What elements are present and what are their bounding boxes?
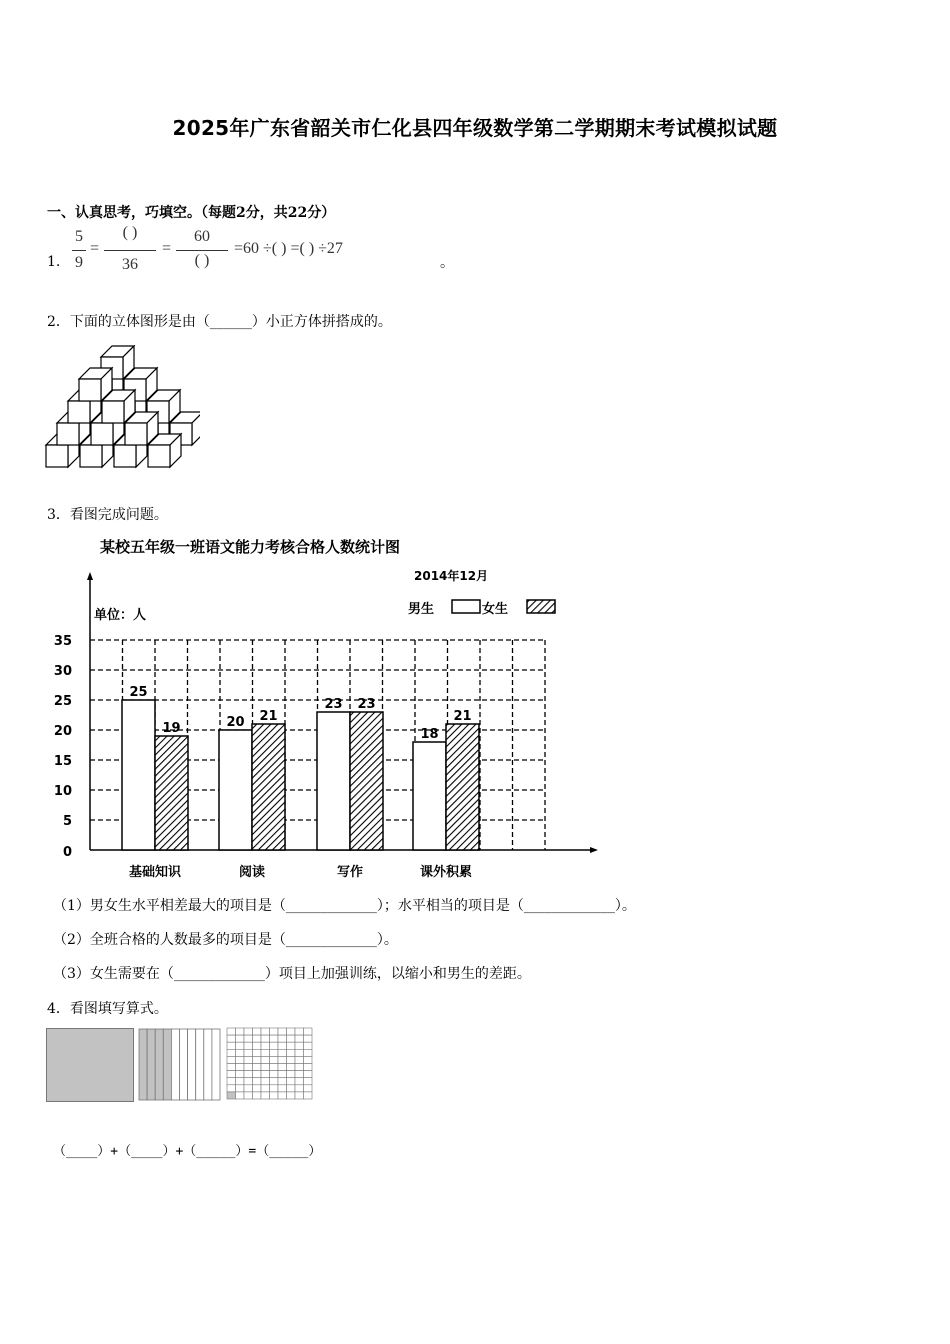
tenth-strip bbox=[180, 1029, 188, 1100]
hundredth-cell bbox=[270, 1056, 279, 1063]
hundredth-cell bbox=[304, 1035, 313, 1042]
fraction-bar bbox=[176, 250, 228, 251]
hundredth-cell bbox=[236, 1035, 245, 1042]
hundredth-cell bbox=[278, 1092, 287, 1099]
hundredth-cell bbox=[287, 1028, 296, 1035]
hundredth-cell bbox=[244, 1085, 253, 1092]
equals-sign: = bbox=[162, 240, 172, 257]
x-category-label: 写作 bbox=[336, 865, 364, 880]
hundredth-cell bbox=[261, 1042, 270, 1049]
hundredth-cell bbox=[236, 1071, 245, 1078]
y-tick-label: 15 bbox=[53, 754, 72, 769]
hundredth-cell bbox=[261, 1064, 270, 1071]
legend-label-boys: 男生 bbox=[408, 602, 435, 617]
hundredth-cell bbox=[261, 1071, 270, 1078]
tenth-strip bbox=[204, 1029, 212, 1100]
hundredth-cell bbox=[287, 1035, 296, 1042]
bar-boys bbox=[219, 730, 252, 850]
equals-sign: = bbox=[90, 240, 100, 257]
hundredth-cell bbox=[287, 1064, 296, 1071]
hundredth-cell bbox=[278, 1071, 287, 1078]
hundredth-cell bbox=[261, 1092, 270, 1099]
hundredth-cell bbox=[236, 1064, 245, 1071]
hundredth-cell bbox=[227, 1085, 236, 1092]
hundredth-cell bbox=[278, 1049, 287, 1056]
hundredth-cell bbox=[295, 1085, 304, 1092]
hundredth-cell bbox=[236, 1042, 245, 1049]
tenth-strip bbox=[163, 1029, 171, 1100]
hundredth-cell bbox=[295, 1064, 304, 1071]
hundredth-cell bbox=[253, 1092, 262, 1099]
hundredth-cell bbox=[253, 1064, 262, 1071]
hundredth-cell bbox=[227, 1035, 236, 1042]
hundredth-cell bbox=[244, 1035, 253, 1042]
bar-value-label: 20 bbox=[226, 715, 245, 730]
x-category-label: 基础知识 bbox=[128, 865, 182, 880]
section-heading: 一、认真思考，巧填空。（每题2分，共22分） bbox=[47, 205, 336, 221]
legend-swatch-girls bbox=[527, 600, 555, 613]
hundredth-cell bbox=[253, 1078, 262, 1085]
hundredth-cell bbox=[236, 1085, 245, 1092]
hundredth-cell bbox=[295, 1078, 304, 1085]
y-axis-arrow bbox=[87, 572, 93, 580]
hundredth-cell bbox=[227, 1078, 236, 1085]
fraction-1-numerator: 5 bbox=[75, 228, 83, 245]
hundredth-cell bbox=[295, 1028, 304, 1035]
question-3-part-2: （2）全班合格的人数最多的项目是（_____________）。 bbox=[53, 932, 398, 948]
hundredth-cell bbox=[304, 1092, 313, 1099]
y-tick-label: 20 bbox=[53, 724, 72, 739]
hundredth-cell bbox=[278, 1085, 287, 1092]
x-category-label: 课外积累 bbox=[419, 865, 473, 880]
hundredth-cell bbox=[270, 1071, 279, 1078]
hundredth-cell bbox=[236, 1078, 245, 1085]
hundredth-cell bbox=[227, 1056, 236, 1063]
hundredth-cell bbox=[270, 1078, 279, 1085]
hundredth-cell bbox=[261, 1049, 270, 1056]
hundredth-cell bbox=[287, 1042, 296, 1049]
full-unit-square bbox=[46, 1028, 134, 1102]
hundredth-cell bbox=[227, 1071, 236, 1078]
legend-swatch-boys bbox=[452, 600, 480, 613]
hundredth-cell bbox=[227, 1092, 236, 1099]
hundredth-cell bbox=[270, 1064, 279, 1071]
hundredth-cell bbox=[236, 1092, 245, 1099]
cube-front-face bbox=[79, 379, 101, 401]
hundredth-cell bbox=[253, 1028, 262, 1035]
hundredth-cell bbox=[304, 1028, 313, 1035]
hundredth-cell bbox=[304, 1071, 313, 1078]
tenth-strip bbox=[139, 1029, 147, 1100]
bar-chart bbox=[40, 530, 620, 886]
hundredth-cell bbox=[270, 1049, 279, 1056]
question-3-part-1: （1）男女生水平相差最大的项目是（_____________）；水平相当的项目是（_____________）。 bbox=[53, 898, 636, 914]
hundredth-cell bbox=[236, 1049, 245, 1056]
hundredth-cell bbox=[244, 1078, 253, 1085]
hundredth-cell bbox=[287, 1049, 296, 1056]
bar-girls bbox=[155, 736, 188, 850]
legend bbox=[408, 600, 555, 617]
y-tick-label: 0 bbox=[62, 845, 72, 860]
hundredth-cell bbox=[278, 1056, 287, 1063]
hundredth-cell bbox=[287, 1085, 296, 1092]
bar-value-label: 23 bbox=[324, 697, 343, 712]
fraction-2-numerator[interactable]: ( ) bbox=[122, 224, 138, 241]
hundredth-cell bbox=[304, 1078, 313, 1085]
hundredth-cell bbox=[295, 1049, 304, 1056]
hundredth-cell bbox=[287, 1092, 296, 1099]
chart-subtitle: 2014年12月 bbox=[414, 569, 489, 583]
hundredth-cell bbox=[253, 1056, 262, 1063]
hundredth-cell bbox=[261, 1028, 270, 1035]
fill-in-formula[interactable]: （____）+（____）+（_____）=（_____） bbox=[53, 1144, 322, 1159]
hundredth-cell bbox=[304, 1064, 313, 1071]
y-tick-label: 25 bbox=[53, 694, 72, 709]
hundredth-cell bbox=[227, 1049, 236, 1056]
y-tick-label: 5 bbox=[62, 814, 72, 829]
bar-boys bbox=[413, 742, 446, 850]
fraction-bar bbox=[72, 250, 86, 251]
question-2: 2．下面的立体图形是由（______）小正方体拼搭成的。 bbox=[47, 314, 392, 330]
x-axis-arrow bbox=[590, 847, 598, 853]
page-title: 2025年广东省韶关市仁化县四年级数学第二学期期末考试模拟试题 bbox=[172, 116, 778, 140]
bar-value-label: 19 bbox=[162, 721, 181, 736]
hundredth-cell bbox=[270, 1028, 279, 1035]
hundredth-cell bbox=[278, 1035, 287, 1042]
fraction-2-denominator: 36 bbox=[122, 256, 138, 273]
hundredth-cell bbox=[295, 1092, 304, 1099]
tenth-strip bbox=[147, 1029, 155, 1100]
hundredths-grid-figure bbox=[226, 1027, 314, 1101]
fraction-bar bbox=[104, 250, 156, 251]
hundredth-cell bbox=[278, 1042, 287, 1049]
hundredth-cell bbox=[295, 1035, 304, 1042]
question-number: 1. bbox=[47, 254, 61, 270]
hundredth-cell bbox=[287, 1078, 296, 1085]
hundredth-cell bbox=[253, 1035, 262, 1042]
hundredth-cell bbox=[304, 1085, 313, 1092]
hundredth-cell bbox=[244, 1064, 253, 1071]
hundredth-cell bbox=[244, 1056, 253, 1063]
hundredth-cell bbox=[278, 1064, 287, 1071]
cube-front-face bbox=[102, 401, 124, 423]
question-3-part-3: （3）女生需要在（_____________）项目上加强训练，以缩小和男生的差距。 bbox=[53, 966, 531, 982]
fraction-3-numerator: 60 bbox=[194, 228, 210, 245]
hundredth-cell bbox=[278, 1028, 287, 1035]
hundredth-cell bbox=[227, 1064, 236, 1071]
question-3: 3．看图完成问题。 bbox=[47, 507, 168, 523]
tenths-strips-figure bbox=[138, 1028, 222, 1102]
sentence-end: 。 bbox=[440, 255, 454, 271]
hundredth-cell bbox=[261, 1085, 270, 1092]
cube-front-face bbox=[148, 445, 170, 467]
tenth-strip bbox=[188, 1029, 196, 1100]
tenth-strip bbox=[212, 1029, 220, 1100]
cube-stack-figure bbox=[40, 345, 200, 475]
chart-title: 某校五年级一班语文能力考核合格人数统计图 bbox=[100, 538, 401, 556]
hundredth-cell bbox=[244, 1092, 253, 1099]
hundredth-cell bbox=[236, 1028, 245, 1035]
bar-value-label: 21 bbox=[453, 709, 472, 724]
hundredth-cell bbox=[253, 1049, 262, 1056]
tenth-strip bbox=[155, 1029, 163, 1100]
hundredth-cell bbox=[261, 1078, 270, 1085]
hundredth-cell bbox=[278, 1078, 287, 1085]
hundredth-cell bbox=[287, 1056, 296, 1063]
y-tick-label: 35 bbox=[53, 634, 72, 649]
hundredth-cell bbox=[304, 1042, 313, 1049]
y-tick-label: 10 bbox=[53, 784, 72, 799]
hundredth-cell bbox=[244, 1028, 253, 1035]
bar-boys bbox=[122, 700, 155, 850]
hundredth-cell bbox=[304, 1056, 313, 1063]
bar-girls bbox=[350, 712, 383, 850]
hundredth-cell bbox=[295, 1056, 304, 1063]
division-expression: =60 ÷( ) =( ) ÷27 bbox=[234, 240, 343, 257]
unit-label: 单位：人 bbox=[94, 608, 147, 623]
hundredth-cell bbox=[236, 1056, 245, 1063]
cube-front-face bbox=[114, 445, 136, 467]
hundredth-cell bbox=[227, 1042, 236, 1049]
cube-front-face bbox=[125, 423, 147, 445]
hundredth-cell bbox=[295, 1042, 304, 1049]
bar-girls bbox=[252, 724, 285, 850]
hundredth-cell bbox=[295, 1071, 304, 1078]
hundredth-cell bbox=[261, 1035, 270, 1042]
hundredth-cell bbox=[253, 1042, 262, 1049]
cube-front-face bbox=[57, 423, 79, 445]
hundredth-cell bbox=[227, 1028, 236, 1035]
hundredth-cell bbox=[244, 1049, 253, 1056]
hundredth-cell bbox=[287, 1071, 296, 1078]
cube-front-face bbox=[68, 401, 90, 423]
hundredth-cell bbox=[261, 1056, 270, 1063]
cube-front-face bbox=[80, 445, 102, 467]
bar-boys bbox=[317, 712, 350, 850]
y-tick-label: 30 bbox=[53, 664, 72, 679]
cube-front-face bbox=[46, 445, 68, 467]
fraction-3-denominator[interactable]: ( ) bbox=[194, 252, 210, 269]
bar-girls bbox=[446, 724, 479, 850]
hundredth-cell bbox=[270, 1092, 279, 1099]
hundredth-cell bbox=[270, 1085, 279, 1092]
fraction-1-denominator: 9 bbox=[75, 254, 83, 271]
hundredth-cell bbox=[253, 1071, 262, 1078]
bar-value-label: 21 bbox=[259, 709, 278, 724]
cube-front-face bbox=[91, 423, 113, 445]
bar-value-label: 18 bbox=[420, 727, 439, 742]
hundredth-cell bbox=[304, 1049, 313, 1056]
x-category-label: 阅读 bbox=[238, 865, 266, 880]
tenth-strip bbox=[171, 1029, 179, 1100]
hundredth-cell bbox=[270, 1035, 279, 1042]
tenth-strip bbox=[196, 1029, 204, 1100]
bar-value-label: 25 bbox=[129, 685, 148, 700]
question-4: 4．看图填写算式。 bbox=[47, 1001, 168, 1017]
hundredth-cell bbox=[253, 1085, 262, 1092]
legend-label-girls: 女生 bbox=[482, 602, 509, 617]
hundredth-cell bbox=[244, 1071, 253, 1078]
hundredth-cell bbox=[270, 1042, 279, 1049]
bar-value-label: 23 bbox=[357, 697, 376, 712]
hundredth-cell bbox=[244, 1042, 253, 1049]
